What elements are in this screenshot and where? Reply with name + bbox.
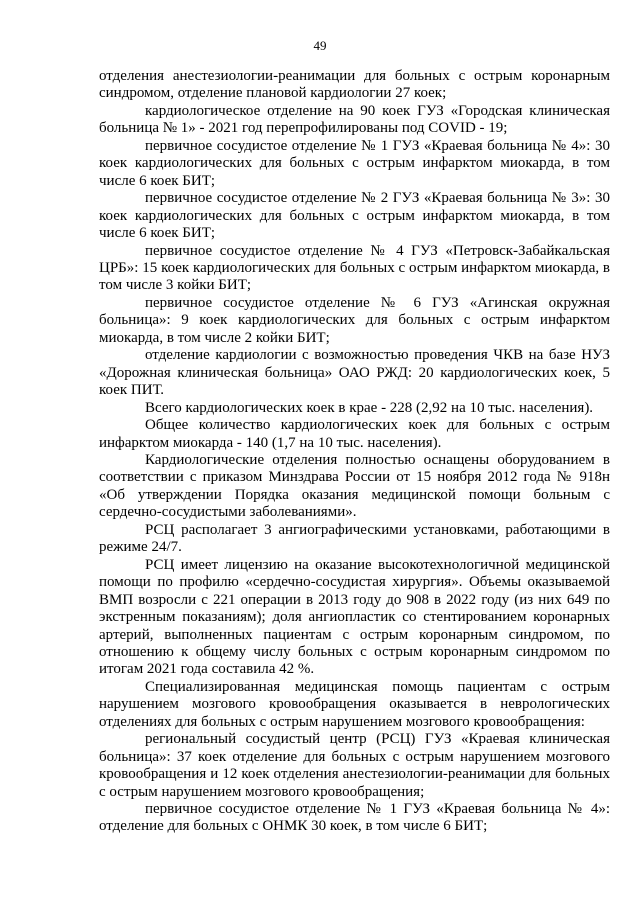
- paragraph-continuation: отделения анестезиологии-реанимации для больных с острым коронарным синдромом, отделение плановой кардиологии 27 коек;: [99, 68, 610, 102]
- page-number: 49: [313, 38, 327, 53]
- paragraph: региональный сосудистый центр (РСЦ) ГУЗ «Краевая клиническая больница»: 37 коек отделение для больных с острым нарушением мозгового кровообращения и 12 коек отделения анестезиологии-реанимации для больных с острым нарушением мозгового кровообращения;: [99, 731, 610, 800]
- paragraph: кардиологическое отделение на 90 коек ГУЗ «Городская клиническая больница № 1» - 2021 год перепрофилированы под COVID - 19;: [99, 102, 610, 137]
- paragraph: первичное сосудистое отделение № 2 ГУЗ «Краевая больница № 3»: 30 коек кардиологических для больных с острым инфарктом миокарда, в том числе 6 коек БИТ;: [99, 190, 610, 242]
- document-body: [99, 68, 610, 836]
- paragraph: Общее количество кардиологических коек для больных с острым инфарктом миокарда - 140 (1,7 на 10 тыс. населения).: [99, 417, 610, 451]
- paragraph: Кардиологические отделения полностью оснащены оборудованием в соответствии с приказом Минздрава России от 15 ноября 2012 года № 918н «Об утверждении Порядка оказания медицинской помощи больным с сердечно-сосудистыми заболеваниями».: [99, 451, 610, 521]
- paragraph: Всего кардиологических коек в крае - 228 (2,92 на 10 тыс. населения).: [145, 399, 594, 416]
- paragraph: Специализированная медицинская помощь пациентам с острым нарушением мозгового кровообращения оказывается в неврологических отделениях для больных с острым нарушением мозгового кровообращения:: [99, 678, 610, 730]
- paragraph: отделение кардиологии с возможностью проведения ЧКВ на базе НУЗ «Дорожная клиническая больница» ОАО РЖД: 20 кардиологических коек, 5 коек ПИТ.: [99, 347, 610, 399]
- paragraph: первичное сосудистое отделение № 4 ГУЗ «Петровск-Забайкальская ЦРБ»: 15 коек кардиологических для больных с острым инфарктом миокарда, в том числе 3 койки БИТ;: [99, 242, 610, 294]
- paragraph: РСЦ имеет лицензию на оказание высокотехнологичной медицинской помощи по профилю «сердечно-сосудистая хирургия». Объемы оказываемой ВМП возросли с 221 операции в 2013 году до 908 в 2022 году (из них 649 по экстренным показаниям); доля ангиопластик со стентированием коронарных артерий, выполненных пациентам с острым коронарным синдромом, по отношению к общему числу больных с острым коронарным синдромом по итогам 2021 года составила 42 %.: [99, 556, 610, 678]
- paragraph: первичное сосудистое отделение № 1 ГУЗ «Краевая больница № 4»: отделение для больных с ОНМК 30 коек, в том числе 6 БИТ;: [99, 801, 610, 835]
- paragraph: первичное сосудистое отделение № 6 ГУЗ «Агинская окружная больница»: 9 коек кардиологических для больных с острым инфарктом миокарда, в том числе 2 койки БИТ;: [99, 294, 610, 346]
- paragraph: первичное сосудистое отделение № 1 ГУЗ «Краевая больница № 4»: 30 коек кардиологических для больных с острым инфарктом миокарда, в том числе 6 коек БИТ;: [99, 137, 610, 189]
- paragraph: РСЦ располагает 3 ангиографическими установками, работающими в режиме 24/7.: [99, 521, 610, 556]
